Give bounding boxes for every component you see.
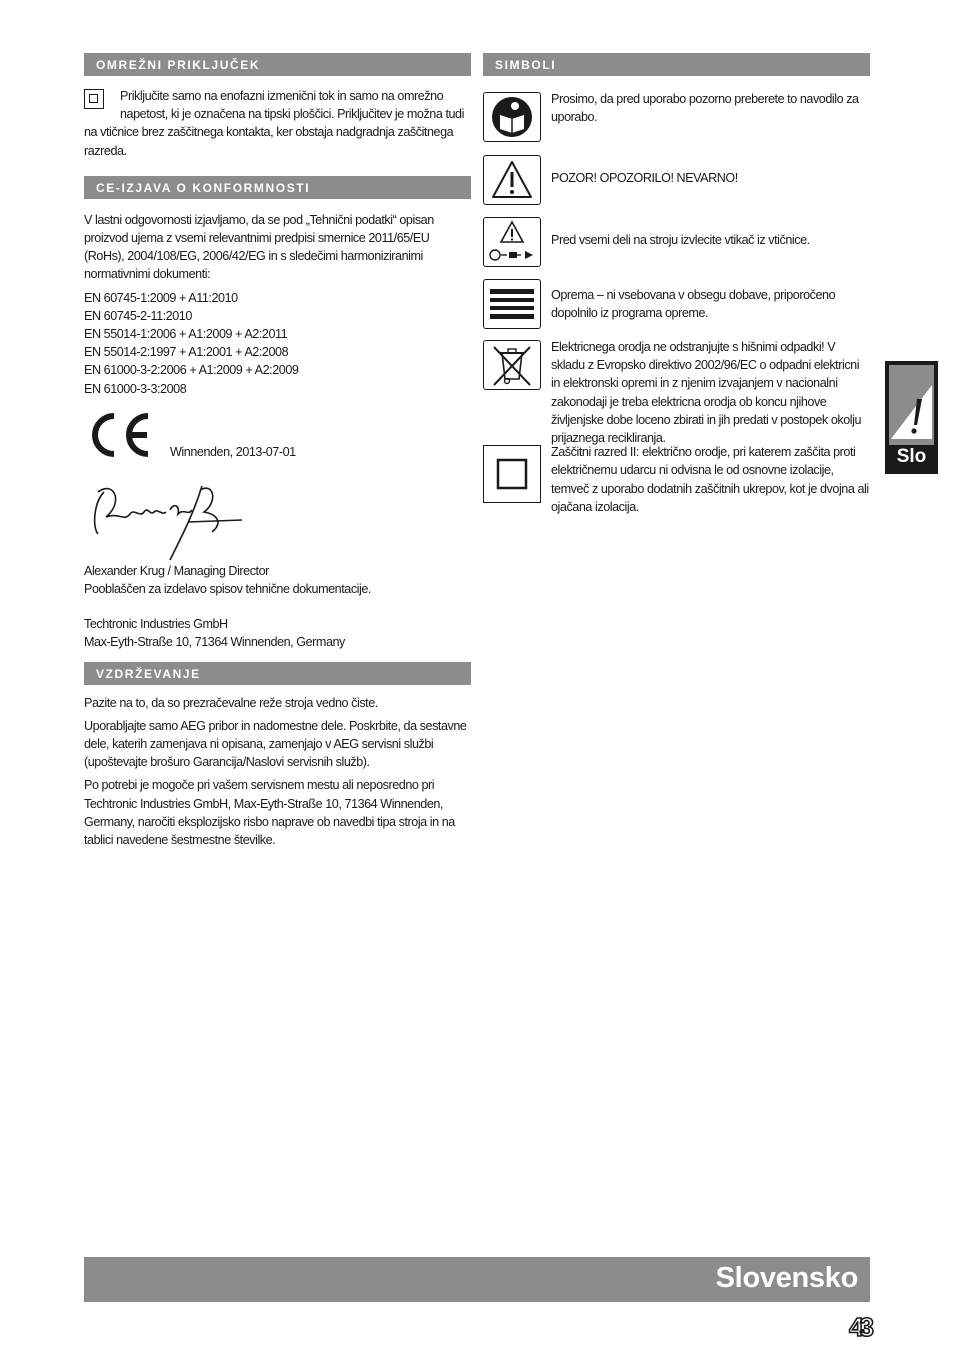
symbol-row [483, 217, 870, 267]
maintenance-heading: VZDRŽEVANJE [84, 662, 471, 685]
standard-item: EN 55014-2:1997 + A1:2001 + A2:2008 [84, 345, 289, 360]
weee-bin-icon [483, 340, 541, 390]
language-tab [885, 361, 938, 474]
standards-list [84, 289, 471, 398]
symbol-text: POZOR! OPOZORILO! NEVARNO! [551, 171, 738, 185]
maintenance-p2: Uporabljajte samo AEG pribor in nadomestne dele. Poskrbite, da sestavne dele, katerih zamenjava ni opisana, zamenjajo v AEG servisni službi (upoštevajte brošuro Garancija/Naslovi servisnih služb). [84, 718, 467, 770]
protection-class-2-icon [483, 445, 541, 503]
place-date: Winnenden, 2013-07-01 [170, 444, 296, 459]
maintenance-p3: Po potrebi je mogoče pri vašem servisnem mestu ali neposredno pri Techtronic Industries GmbH, Max-Eyth-Straße 10, 71364 Winnenden, Germany, naročiti eksplozijsko risbo naprave ob navedbi tipa stroja in na tablici navedene šestmestne številke. [84, 778, 455, 848]
standard-item: EN 55014-1:2006 + A1:2009 + A2:2011 [84, 327, 288, 342]
footer-bar [84, 1257, 870, 1302]
company-address: Max-Eyth-Straße 10, 71364 Winnenden, Germany [84, 635, 345, 650]
symbol-row [483, 445, 870, 516]
left-column [84, 53, 471, 849]
warning-triangle-icon [483, 155, 541, 205]
right-column [483, 53, 870, 516]
footer-language-title: Slovensko [715, 1262, 858, 1294]
accessory-blades-icon [483, 279, 541, 329]
maintenance-section [84, 694, 471, 850]
exclamation-icon [889, 365, 934, 445]
standard-item: EN 60745-1:2009 + A11:2010 [84, 290, 238, 305]
read-manual-icon [483, 92, 541, 142]
tab-warning-panel [889, 365, 934, 445]
language-label: Slo [896, 446, 927, 467]
symbol-text: Prosimo, da pred uporabo pozorno preberete to navodilo za uporabo. [551, 92, 859, 125]
symbols-heading: SIMBOLI [483, 53, 870, 76]
standard-item: EN 61000-3-3:2008 [84, 381, 187, 396]
ce-section [84, 211, 471, 652]
maintenance-p1: Pazite na to, da so prezračevalne reže stroja vedno čiste. [84, 695, 378, 710]
page-number: 43 [849, 1312, 870, 1342]
standard-item: EN 61000-3-2:2006 + A1:2009 + A2:2009 [84, 363, 299, 378]
symbol-row [483, 92, 870, 142]
symbol-row [483, 279, 870, 329]
symbol-row [483, 155, 870, 205]
ce-mark-icon [86, 410, 156, 460]
signature-icon [84, 472, 254, 562]
mains-section [84, 87, 471, 160]
ce-intro: V lastni odgovornosti izjavljamo, da se pod „Tehnični podatki“ opisan proizvod ujema z vsemi relevantnimi predpisi smernice 2011/65/EU (RoHs), 2004/108/EG, 2006/42/EG in s sledečimi harmoniziranimi normativnimi dokumenti: [84, 212, 434, 282]
ce-heading: CE-IZJAVA O KONFORMNOSTI [84, 176, 471, 199]
symbol-text: Zaščitni razred II: električno orodje, pri katerem zaščita proti električnemu udarcu ni odvisna le od osnovne izolacije, temveč z uporabo dodatnih zaščitnih ukrepov, kot je dvojna ali ojačana izolacija. [551, 445, 869, 514]
signer: Alexander Krug / Managing Director [84, 563, 269, 578]
mains-heading: OMREŽNI PRIKLJUČEK [84, 53, 471, 76]
protection-class-icon [84, 89, 104, 109]
symbol-text: Elektricnega orodja ne odstranjujte s hišnimi odpadki! V skladu z Evropsko direktivo 2002/96/EC o odpadni elektricni in elektronski opremi in z njenim izvajanjem v nacionalni zakonodaji je treba elektricna orodja ob koncu njihove življenjske dobe loceno zbirati in jih predati v postopek okolju prijaznega recikliranja. [551, 340, 862, 446]
authorized-text: Pooblaščen za izdelavo spisov tehnične dokumentacije. [84, 582, 371, 597]
symbol-row [483, 340, 870, 447]
mains-text: Priključite samo na enofazni izmenični tok in samo na omrežno napetost, ki je označena na tipski ploščici. Priključitev je možna tudi na vtičnice brez zaščitnega kontakta, ker obstaja nadgradnja zaščitnega razreda. [84, 89, 464, 158]
ce-mark-row [84, 410, 471, 470]
company-name: Techtronic Industries GmbH [84, 617, 228, 632]
standard-item: EN 60745-2-11:2010 [84, 308, 192, 323]
symbol-text: Oprema – ni vsebovana v obsegu dobave, priporočeno dopolnilo iz programa opreme. [551, 288, 836, 321]
unplug-warning-icon [483, 217, 541, 267]
symbol-text: Pred vsemi deli na stroju izvlecite vtikač iz vtičnice. [551, 233, 810, 247]
